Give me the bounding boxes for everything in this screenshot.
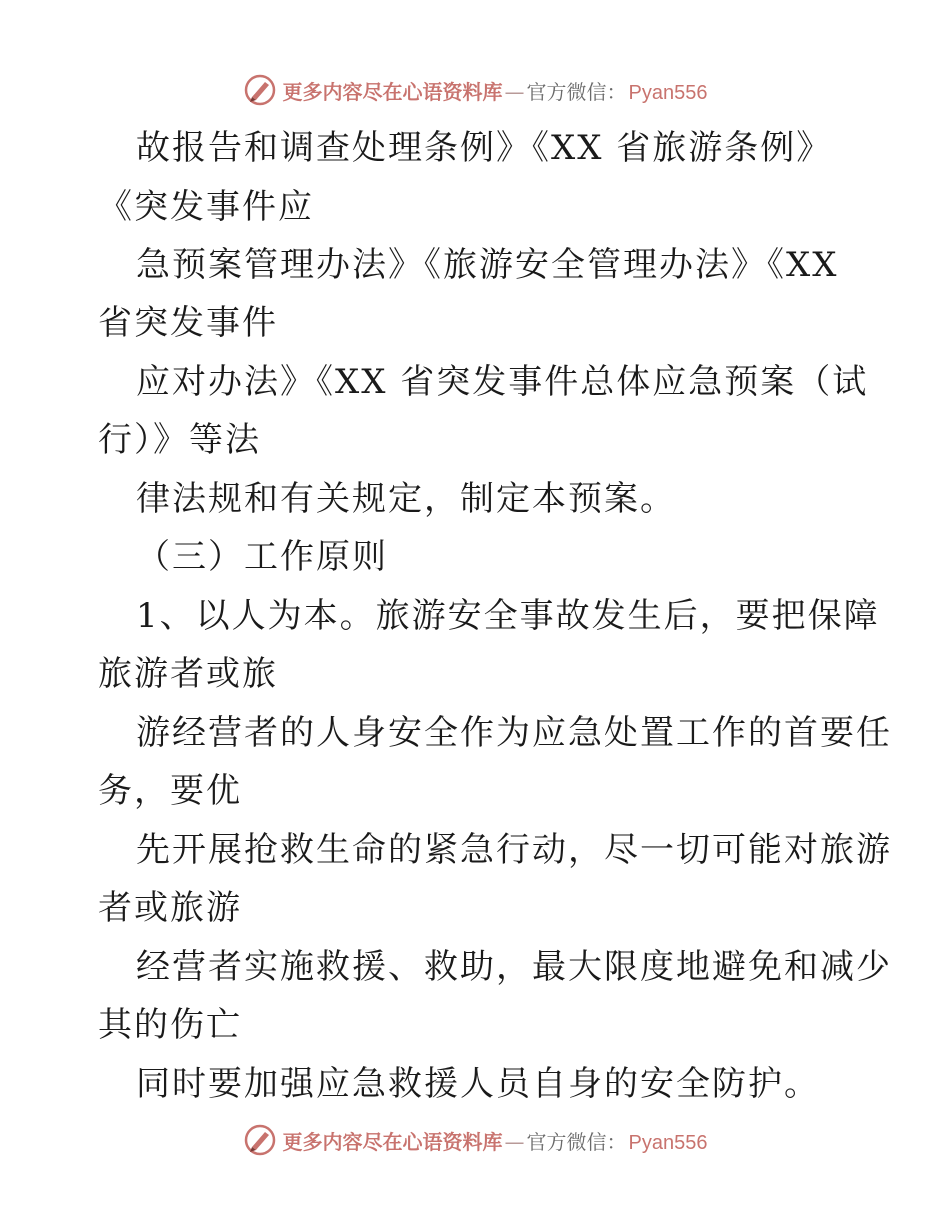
watermark-brand: 更多内容尽在心语资料库: [282, 1129, 503, 1154]
body-line: 其的伤亡: [98, 1005, 242, 1045]
body-line: 同时要加强应急救援人员自身的安全防护。: [136, 1064, 820, 1104]
body-line: 行）》等法: [98, 420, 261, 460]
watermark-brand: 更多内容尽在心语资料库: [282, 79, 503, 104]
watermark-label: 官方微信：: [526, 79, 627, 104]
body-line: 律法规和有关规定，制定本预案。: [136, 479, 676, 519]
watermark-id: Pyan556: [628, 1131, 708, 1154]
pen-logo-icon: [243, 73, 277, 107]
body-line: 《突发事件应: [98, 187, 314, 227]
watermark-separator: —: [504, 79, 525, 104]
body-line: 应对办法》《XX 省突发事件总体应急预案（试: [136, 362, 869, 402]
section-heading: （三）工作原则: [136, 537, 388, 577]
body-line: 故报告和调查处理条例》《XX 省旅游条例》: [136, 128, 833, 168]
body-line: 急预案管理办法》《旅游安全管理办法》《XX: [136, 245, 839, 285]
body-line: 先开展抢救生命的紧急行动，尽一切可能对旅游: [136, 830, 892, 870]
body-line: 旅游者或旅: [98, 654, 278, 694]
body-line: 经营者实施救援、救助，最大限度地避免和减少: [136, 947, 892, 987]
watermark-separator: —: [504, 1129, 525, 1154]
body-line: 游经营者的人身安全作为应急处置工作的首要任: [136, 713, 892, 753]
header-watermark: [0, 70, 950, 110]
footer-watermark: [0, 1120, 950, 1160]
body-line: 1、以人为本。旅游安全事故发生后，要把保障: [136, 596, 880, 636]
body-line: 者或旅游: [98, 888, 242, 928]
watermark-label: 官方微信：: [526, 1129, 627, 1154]
body-line: 省突发事件: [98, 303, 278, 343]
body-line: 务，要优: [98, 771, 242, 811]
watermark-id: Pyan556: [628, 81, 708, 104]
pen-logo-icon: [243, 1123, 277, 1157]
